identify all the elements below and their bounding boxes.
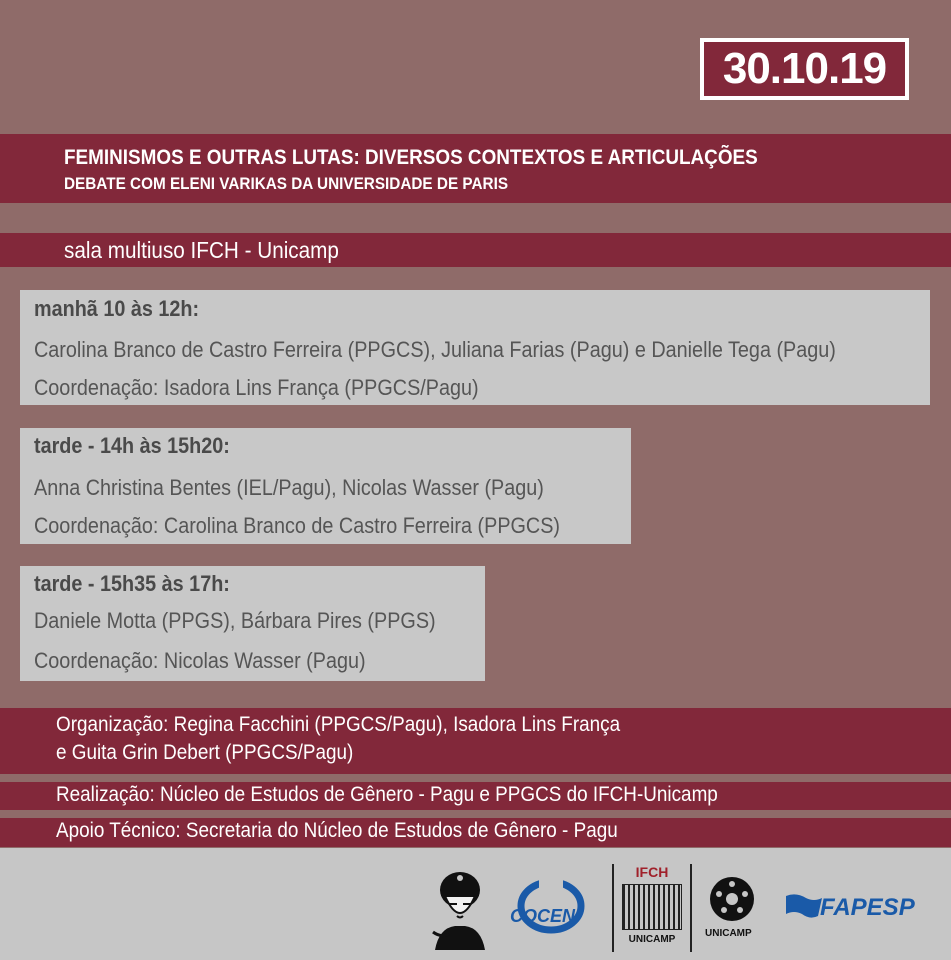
date-text: 30.10.19 — [704, 42, 905, 96]
date-badge — [700, 38, 909, 100]
session-speakers: Daniele Motta (PPGS), Bárbara Pires (PPGS) — [34, 608, 436, 633]
unicamp-logo-icon — [707, 874, 757, 924]
realization-text: Realização: Núcleo de Estudos de Gênero - Pagu e PPGCS do IFCH-Unicamp — [56, 783, 718, 806]
session-heading: manhã 10 às 12h: — [34, 296, 200, 321]
support-band — [0, 818, 951, 847]
session-speakers: Anna Christina Bentes (IEL/Pagu), Nicolas Wasser (Pagu) — [34, 475, 544, 500]
unicamp-logo-text: UNICAMP — [705, 928, 752, 939]
cocen-logo-text: COCEN — [510, 906, 576, 926]
organization-line1: Organização: Regina Facchini (PPGCS/Pagu), Isadora Lins França — [56, 713, 621, 736]
session-coordination: Coordenação: Nicolas Wasser (Pagu) — [34, 648, 366, 673]
session-speakers: Carolina Branco de Castro Ferreira (PPGCS), Juliana Farias (Pagu) e Danielle Tega (Pagu) — [34, 337, 836, 362]
session-coordination: Coordenação: Carolina Branco de Castro Ferreira (PPGCS) — [34, 513, 561, 538]
organization-band — [0, 708, 951, 774]
session-heading: tarde - 14h às 15h20: — [34, 433, 230, 458]
session-coordination: Coordenação: Isadora Lins França (PPGCS/Pagu) — [34, 375, 479, 400]
session-afternoon-1 — [20, 428, 631, 544]
realization-band — [0, 782, 951, 810]
fapesp-logo-text: FAPESP — [820, 894, 915, 921]
event-title: FEMINISMOS E OUTRAS LUTAS: DIVERSOS CONTEXTOS E ARTICULAÇÕES — [64, 146, 758, 169]
session-afternoon-2 — [20, 566, 485, 681]
event-subtitle: DEBATE COM ELENI VARIKAS DA UNIVERSIDADE DE PARIS — [64, 174, 509, 193]
pagu-portrait-icon — [425, 870, 495, 952]
venue-text: sala multiuso IFCH - Unicamp — [64, 237, 339, 263]
organization-line2: e Guita Grin Debert (PPGCS/Pagu) — [56, 741, 354, 764]
session-morning — [20, 290, 930, 405]
ifch-building-icon — [622, 884, 682, 930]
ifch-logo-subtext: UNICAMP — [628, 934, 676, 945]
session-heading: tarde - 15h35 às 17h: — [34, 571, 230, 596]
support-text: Apoio Técnico: Secretaria do Núcleo de Estudos de Gênero - Pagu — [56, 819, 618, 842]
ifch-logo — [612, 864, 692, 952]
ifch-logo-text: IFCH — [635, 864, 669, 880]
logo-strip — [0, 848, 951, 960]
fapesp-flag-icon — [784, 892, 824, 922]
